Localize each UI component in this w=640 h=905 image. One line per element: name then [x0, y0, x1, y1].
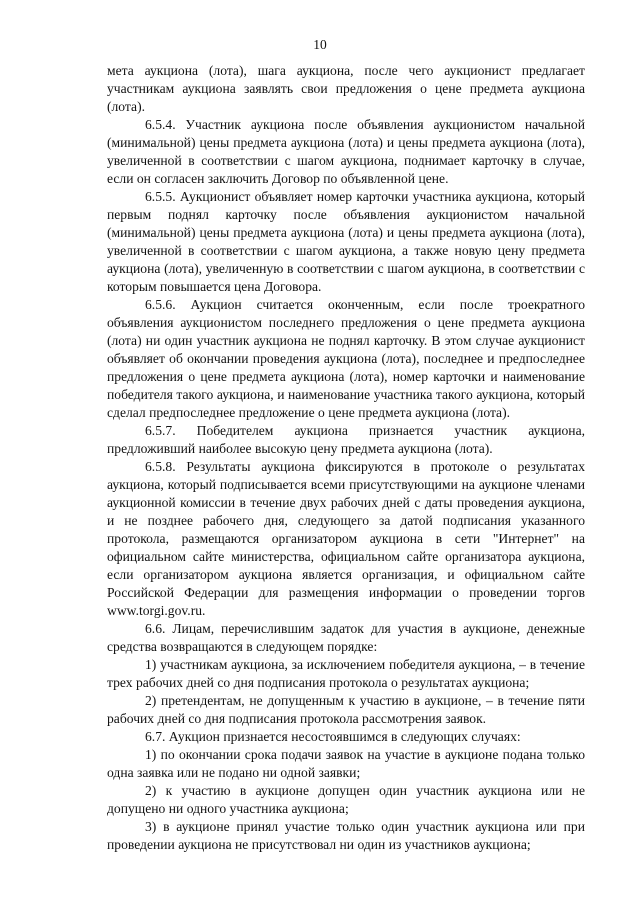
paragraph-6-5-4: 6.5.4. Участник аукциона после объявления аукционистом начальной (минимальной) цены предмета аукциона (лота) и цены предмета аукциона (лота), увеличенной в соответствии с шагом аукциона, поднимает карточку в случае, если он согласен заключить Договор по объявленной цене.: [107, 117, 585, 186]
document-body: [107, 62, 585, 854]
list-item-6-7-1: 1) по окончании срока подачи заявок на участие в аукционе подана только одна заявка или не подано ни одной заявки;: [107, 747, 585, 780]
paragraph-continuation: мета аукциона (лота), шага аукциона, после чего аукционист предлагает участникам аукциона заявлять свои предложения о цене предмета аукциона (лота).: [107, 63, 585, 114]
paragraph-6-6: 6.6. Лицам, перечислившим задаток для участия в аукционе, денежные средства возвращаются в следующем порядке:: [107, 621, 585, 654]
page-number: 10: [313, 37, 327, 52]
paragraph-6-7: 6.7. Аукцион признается несостоявшимся в следующих случаях:: [145, 729, 521, 744]
paragraph-6-5-6: 6.5.6. Аукцион считается оконченным, если после троекратного объявления аукционистом последнего предложения о цене предмета аукциона (лота) ни один участник аукциона не поднял карточку. В этом случае аукционист объявляет об окончании проведения аукциона (лота), последнее и предпоследнее предложения о цене предмета аукциона (лота), номер карточки и наименование победителя такого аукциона, и наименование участника такого аукциона, который сделал предпоследнее предложение о цене предмета аукциона (лота).: [107, 297, 585, 420]
paragraph-6-5-7: 6.5.7. Победителем аукциона признается участник аукциона, предложивший наиболее высокую цену предмета аукциона (лота).: [107, 423, 585, 456]
list-item-6-6-2: 2) претендентам, не допущенным к участию в аукционе, – в течение пяти рабочих дней со дня подписания протокола рассмотрения заявок.: [107, 693, 585, 726]
paragraph-6-5-8: 6.5.8. Результаты аукциона фиксируются в протоколе о результатах аукциона, который подписывается всеми присутствующими на аукционе членами аукционной комиссии в течение двух рабочих дней с даты проведения аукциона, и не позднее рабочего дня, следующего за датой подписания указанного протокола, размещаются организатором аукциона в сети "Интернет" на официальном сайте министерства, официальном сайте организатора аукциона, если организатором аукциона является организация, и официальном сайте Российской Федерации для размещения информации о проведении торгов www.torgi.gov.ru.: [107, 459, 585, 618]
list-item-6-6-1: 1) участникам аукциона, за исключением победителя аукциона, – в течение трех рабочих дней со дня подписания протокола о результатах аукциона;: [107, 657, 585, 690]
paragraph-6-5-5: 6.5.5. Аукционист объявляет номер карточки участника аукциона, который первым поднял карточку после объявления аукционистом начальной (минимальной) цены предмета аукциона (лота) и цены предмета аукциона (лота), увеличенной в соответствии с шагом аукциона, а также новую цену предмета аукциона (лота), увеличенную в соответствии с шагом аукциона, в соответствии с которым повышается цена Договора.: [107, 189, 585, 294]
list-item-6-7-3: 3) в аукционе принял участие только один участник аукциона или при проведении аукциона не присутствовал ни один из участников аукциона;: [107, 819, 585, 852]
list-item-6-7-2: 2) к участию в аукционе допущен один участник аукциона или не допущено ни одного участника аукциона;: [107, 783, 585, 816]
